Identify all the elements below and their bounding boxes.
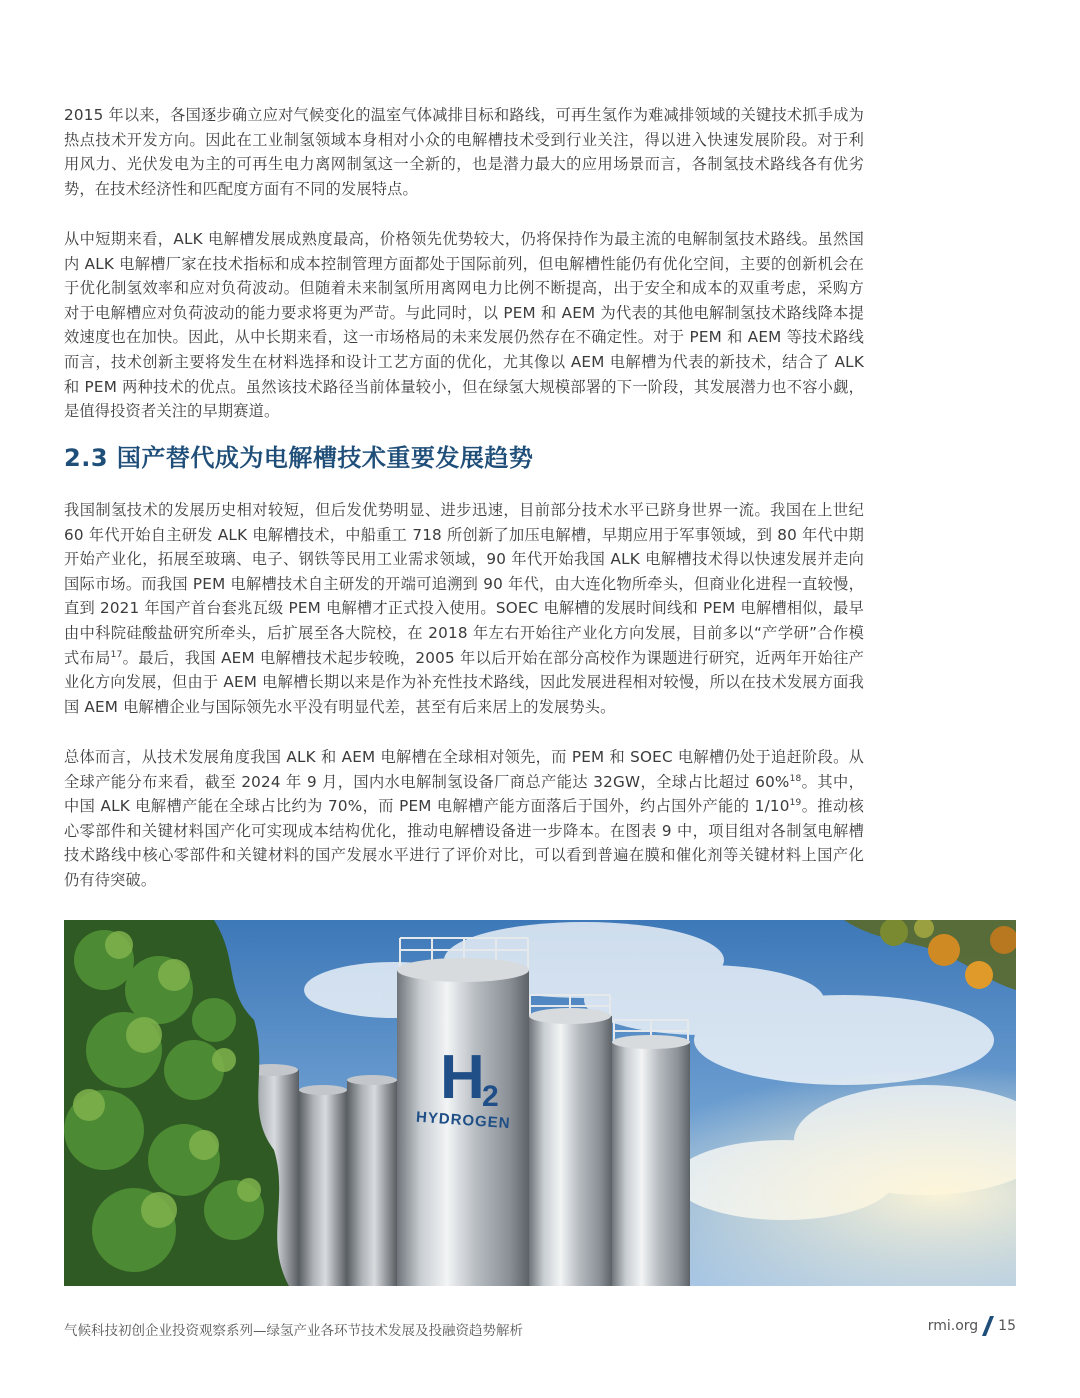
tank-mark-text: H (440, 1043, 485, 1112)
section-paragraph-2-text-b: 。其中，中国 ALK 电解槽产能在全球占比约为 70%，而 PEM 电解槽产能方面落后于国外，约占国外产能的 1/10 (64, 772, 864, 816)
section-paragraph-2 (64, 745, 864, 893)
footer-site: rmi.org (927, 1318, 979, 1334)
hydrogen-tanks-illustration (64, 920, 1016, 1286)
slash-icon (982, 1316, 994, 1336)
footnote-ref-17: 17 (110, 649, 123, 660)
footer-site-and-page (928, 1316, 1016, 1336)
section-paragraph-1-text-a: 我国制氢技术的发展历史相对较短，但后发优势明显、进步迅速，目前部分技术水平已跻身世界一流。我国在上世纪 60 年代开始自主研发 ALK 电解槽技术，中船重工 718 所创新了加压电解槽，早期应用于军事领域，到 80 年代中期开始产业化，拓展至玻璃、电子、钢铁等民用工业需求领域，90 年代开始我国 ALK 电解槽技术得以快速发展并走向国际市场。而我国 PEM 电解槽技术自主研发的开端可追溯到 90 年代，由大连化物所牵头，但商业化进程一直较慢，直到 2021 年国产首台套兆瓦级 PEM 电解槽才正式投入使用。SOEC 电解槽的发展时间线和 PEM 电解槽相似，最早由中科院硅酸盐研究所牵头，后扩展至各大院校，在 2018 年左右开始往产业化方向发展，目前多以“产学研”合作模式布局 (64, 501, 864, 667)
footer-series-title: 气候科技初创企业投资观察系列—绿氢产业各环节技术发展及投融资趋势解析 (64, 1323, 523, 1339)
section-heading: 2.3 国产替代成为电解槽技术重要发展趋势 (64, 444, 534, 472)
intro-paragraph-2: 从中短期来看，ALK 电解槽发展成熟度最高，价格领先优势较大，仍将保持作为最主流的电解制氢技术路线。虽然国内 ALK 电解槽厂家在技术指标和成本控制管理方面都处于国际前列，但电解槽性能仍有优化空间，主要的创新机会在于优化制氢效率和应对负荷波动。但随着未来制氢所用离网电力比例不断提高，出于安全和成本的双重考虑，采购方对于电解槽应对负荷波动的能力要求将更为严苛。与此同时，以 PEM 和 AEM 为代表的其他电解制氢技术路线降本提效速度也在加快。因此，从中长期来看，这一市场格局的未来发展仍然存在不确定性。对于 PEM 和 AEM 等技术路线而言，技术创新主要将发生在材料选择和设计工艺方面的优化，尤其像以 AEM 电解槽为代表的新技术，结合了 ALK 和 PEM 两种技术的优点。虽然该技术路径当前体量较小，但在绿氢大规模部署的下一阶段，其发展潜力也不容小觑，是值得投资者关注的早期赛道。 (64, 230, 864, 421)
page-number: 15 (998, 1318, 1016, 1334)
section-paragraph-2-text-c: 。推动核心零部件和关键材料国产化可实现成本结构优化，推动电解槽设备进一步降本。在图表 9 中，项目组对各制氢电解槽技术路线中核心零部件和关键材料的国产发展水平进行了评价对比，可以看到普遍在膜和催化剂等关键材料上国产化仍有待突破。 (64, 797, 864, 889)
footnote-ref-19: 19 (789, 798, 802, 809)
tank-subscript-text: 2 (482, 1080, 499, 1113)
tank-label-text: HYDROGEN (415, 1108, 512, 1133)
footnote-ref-18: 18 (789, 773, 802, 784)
section-paragraph-2-text-a: 总体而言，从技术发展角度我国 ALK 和 AEM 电解槽在全球相对领先，而 PEM 和 SOEC 电解槽仍处于追赶阶段。从全球产能分布来看，截至 2024 年 9 月，国内水电解制氢设备厂商总产能达 32GW，全球占比超过 60% (64, 748, 864, 791)
hydrogen-tanks-photo (64, 920, 1016, 1286)
section-paragraph-1-text-b: 。最后，我国 AEM 电解槽技术起步较晚，2005 年以后开始在部分高校作为课题进行研究，近两年开始往产业化方向发展，但由于 AEM 电解槽长期以来是作为补充性技术路线，因此发展进程相对较慢，所以在技术发展方面我国 AEM 电解槽企业与国际领先水平没有明显代差，甚至有后来居上的发展势头。 (64, 648, 864, 716)
section-paragraph-1 (64, 498, 864, 719)
intro-paragraph-1: 2015 年以来，各国逐步确立应对气候变化的温室气体减排目标和路线，可再生氢作为难减排领域的关键技术抓手成为热点技术开发方向。因此在工业制氢领域本身相对小众的电解槽技术受到行业关注，得以进入快速发展阶段。对于利用风力、光伏发电为主的可再生电力离网制氢这一全新的，也是潜力最大的应用场景而言，各制氢技术路线各有优劣势，在技术经济性和匹配度方面有不同的发展特点。 (64, 106, 864, 198)
